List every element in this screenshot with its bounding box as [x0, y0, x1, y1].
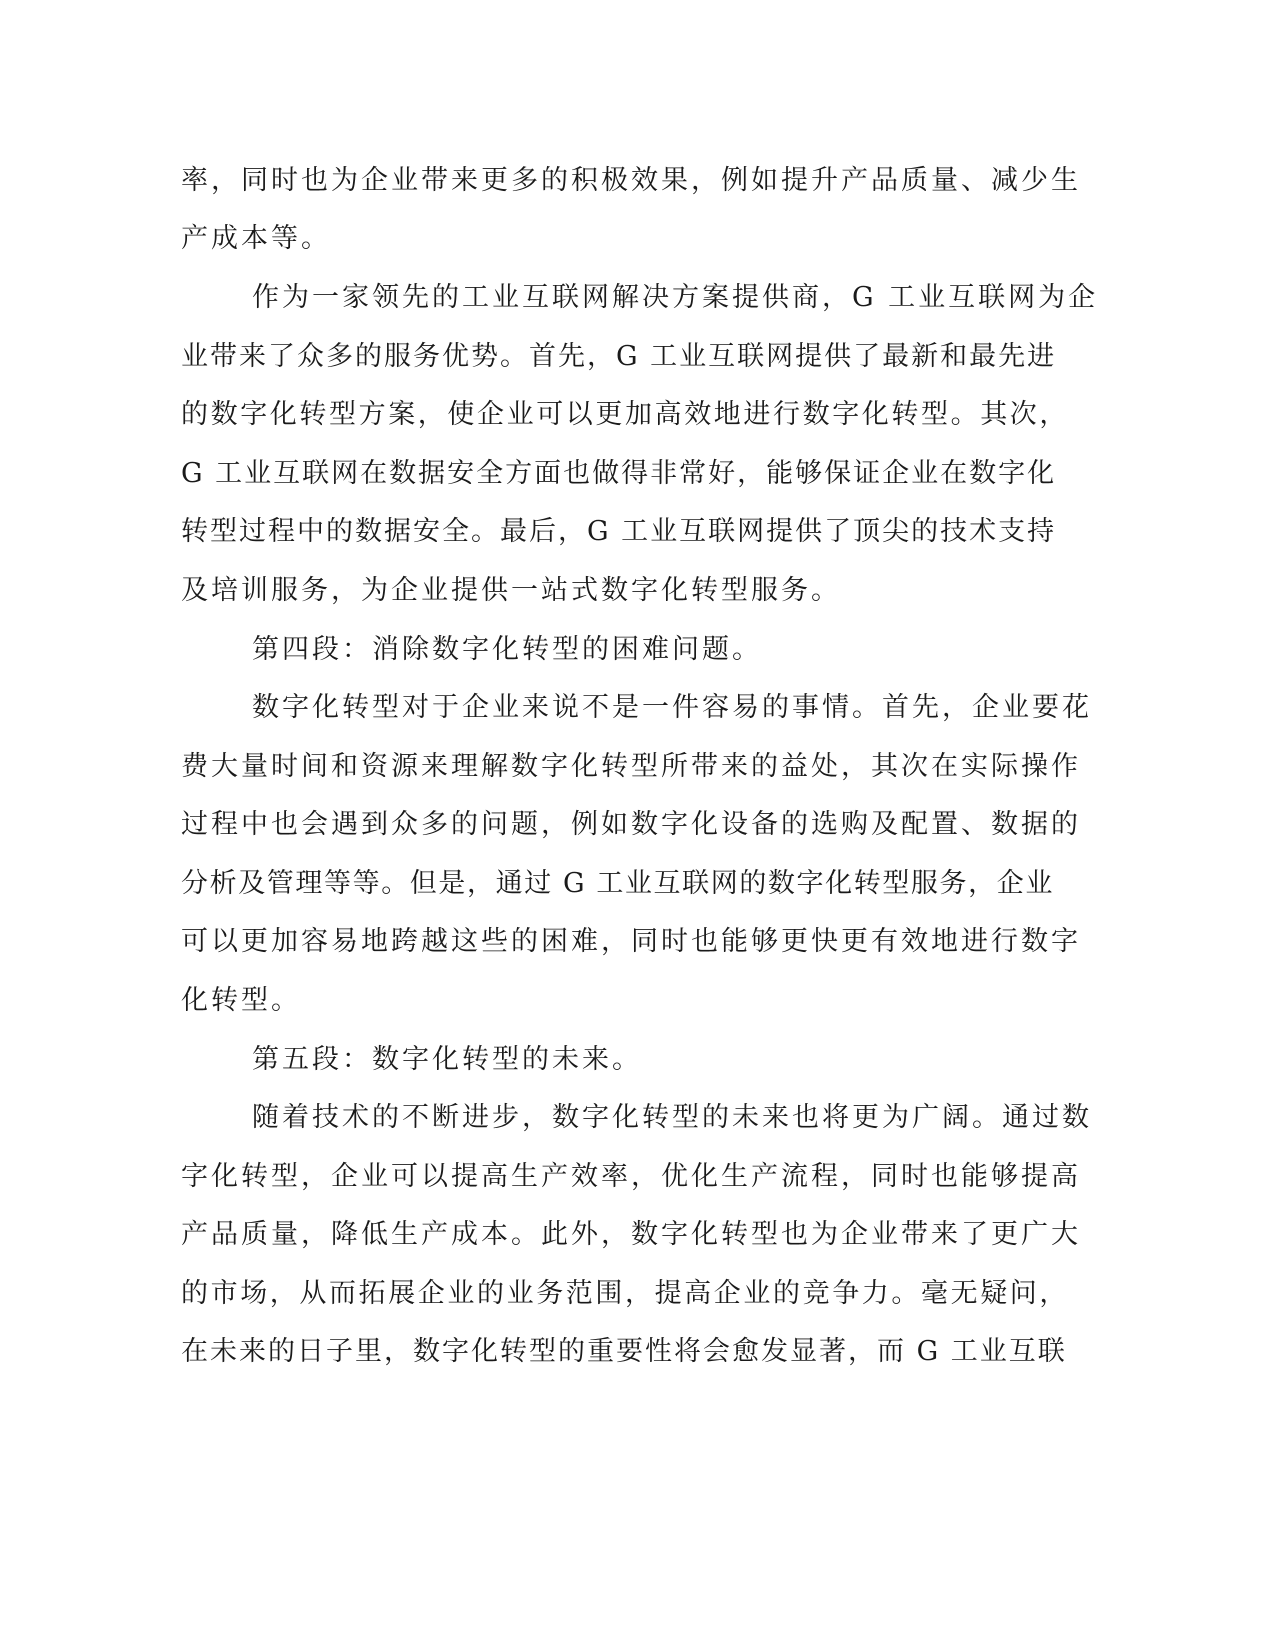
text-line-5: 的数字化转型方案，使企业可以更加高效地进行数字化转型。其次， — [181, 399, 1069, 430]
text-line-2: 产成本等。 — [181, 223, 331, 254]
section-heading-5: 第五段：数字化转型的未来。 — [252, 1044, 642, 1075]
text-line-14: 可以更加容易地跨越这些的困难，同时也能够更快更有效地进行数字 — [181, 926, 1081, 957]
text-line-15: 化转型。 — [181, 985, 301, 1016]
text-line-3: 作为一家领先的工业互联网解决方案提供商，G 工业互联网为企 — [252, 282, 1099, 313]
text-line-17: 随着技术的不断进步，数字化转型的未来也将更为广阔。通过数 — [252, 1102, 1092, 1133]
text-line-18: 字化转型，企业可以提高生产效率，优化生产流程，同时也能够提高 — [181, 1161, 1081, 1192]
text-line-19: 产品质量，降低生产成本。此外，数字化转型也为企业带来了更广大 — [181, 1219, 1081, 1250]
text-line-12: 过程中也会遇到众多的问题，例如数字化设备的选购及配置、数据的 — [181, 809, 1081, 840]
text-line-6: G 工业互联网在数据安全方面也做得非常好，能够保证企业在数字化 — [181, 458, 1057, 489]
text-line-13: 分析及管理等等。但是，通过 G 工业互联网的数字化转型服务，企业 — [181, 868, 1054, 899]
text-line-1: 率，同时也为企业带来更多的积极效果，例如提升产品质量、减少生 — [181, 165, 1081, 196]
text-line-4: 业带来了众多的服务优势。首先，G 工业互联网提供了最新和最先进 — [181, 341, 1057, 372]
text-line-20: 的市场，从而拓展企业的业务范围，提高企业的竞争力。毫无疑问， — [181, 1278, 1069, 1309]
text-line-7: 转型过程中的数据安全。最后，G 工业互联网提供了顶尖的技术支持 — [181, 516, 1057, 547]
text-line-10: 数字化转型对于企业来说不是一件容易的事情。首先，企业要花 — [252, 692, 1092, 723]
text-line-21: 在未来的日子里，数字化转型的重要性将会愈发显著，而 G 工业互联 — [181, 1336, 1067, 1367]
text-line-8: 及培训服务，为企业提供一站式数字化转型服务。 — [181, 575, 841, 606]
text-line-11: 费大量时间和资源来理解数字化转型所带来的益处，其次在实际操作 — [181, 751, 1081, 782]
section-heading-4: 第四段：消除数字化转型的困难问题。 — [252, 634, 762, 665]
